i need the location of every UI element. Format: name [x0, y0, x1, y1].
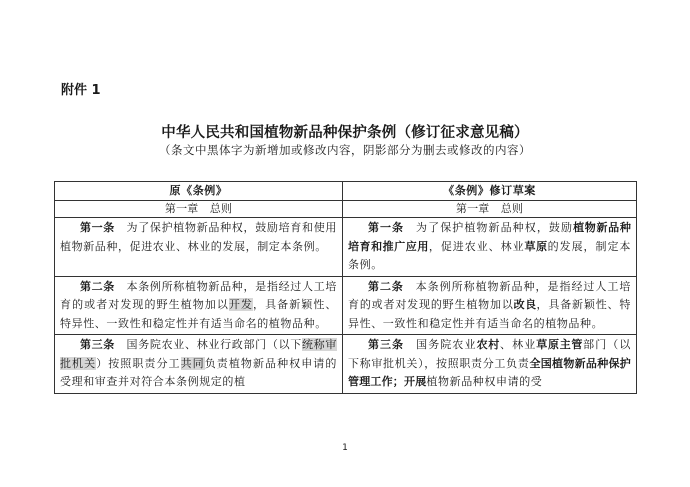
column-header-original: 原《条例》 — [55, 182, 343, 201]
deleted-text: 统称审批机关 — [60, 338, 337, 370]
article-cell-original — [55, 276, 343, 335]
document-subtitle: （条文中黑体字为新增加或修改内容，阴影部分为删去或修改的内容） — [159, 143, 531, 157]
article-number: 第三条 — [368, 338, 404, 351]
article-cell-revised — [343, 276, 637, 335]
article-cell-revised — [343, 218, 637, 277]
added-text: 改良 — [513, 298, 537, 311]
article-cell-revised — [343, 335, 637, 394]
added-text: 草原主管 — [536, 338, 584, 351]
table-row — [55, 335, 637, 394]
added-text: 植物新品种培育和推广应用 — [348, 221, 632, 253]
deleted-text: 开发 — [228, 298, 254, 311]
chapter-heading-revised: 第一章 总则 — [343, 201, 637, 218]
article-text: 部门（以下称审批机关），按照职责分工负责 — [348, 338, 631, 370]
added-text: 全国植物新品种保护管理工作；开展 — [348, 356, 631, 388]
article-number: 第一条 — [368, 221, 404, 234]
article-text: 本条例所称植物新品种，是指经过人工培育的或者对发现的野生植物加以 — [60, 279, 338, 311]
article-text: 负责植物新品种权申请的受理和审查并对符合本条例规定的植 — [60, 356, 337, 388]
document-title: 中华人民共和国植物新品种保护条例（修订征求意见稿） — [161, 125, 529, 141]
chapter-row — [55, 201, 637, 218]
chapter-heading-original: 第一章 总则 — [55, 201, 343, 218]
article-number: 第一条 — [80, 221, 115, 234]
article-text: ，具备新颖性、特异性、一致性和稳定性并有适当命名的植物品种。 — [348, 298, 631, 330]
article-number: 第二条 — [80, 279, 115, 293]
table-row — [55, 276, 637, 335]
deleted-text: 共同 — [180, 356, 205, 370]
article-text: 植物新品种权申请的受 — [426, 375, 543, 388]
article-text: 国务院农业、林业行政部门（以下 — [114, 338, 302, 351]
article-text: 本条例所称植物新品种，是指经过人工培育的或者对发现的野生植物加以 — [348, 279, 631, 311]
added-text: 农村 — [476, 338, 500, 351]
article-text: 的发展，制定本条例。 — [348, 239, 632, 271]
page-number: 1 — [342, 443, 348, 453]
article-text: ，促进农业、林业 — [428, 239, 525, 253]
article-cell-original — [55, 218, 343, 277]
column-header-revised: 《条例》修订草案 — [343, 182, 637, 201]
table-header-row — [55, 182, 637, 201]
article-text: 为了保护植物新品种权，鼓励 — [403, 221, 574, 234]
article-text: ）按照职责分工 — [96, 356, 181, 370]
article-text: 国务院农业 — [404, 338, 477, 351]
article-text: 为了保护植物新品种权，鼓励培育和使用植物新品种，促进农业、林业的发展，制定本条例。 — [60, 221, 338, 253]
added-text: 草原 — [524, 239, 548, 253]
article-text: ，具备新颖性、特异性、一致性和稳定性并有适当命名的植物品种。 — [60, 298, 338, 330]
article-text: 、林业 — [500, 338, 537, 351]
comparison-table — [54, 181, 637, 394]
article-number: 第三条 — [80, 338, 115, 351]
table-row — [55, 218, 637, 277]
article-cell-original — [55, 335, 343, 394]
article-number: 第二条 — [368, 279, 404, 293]
attachment-label: 附件 1 — [61, 83, 101, 98]
